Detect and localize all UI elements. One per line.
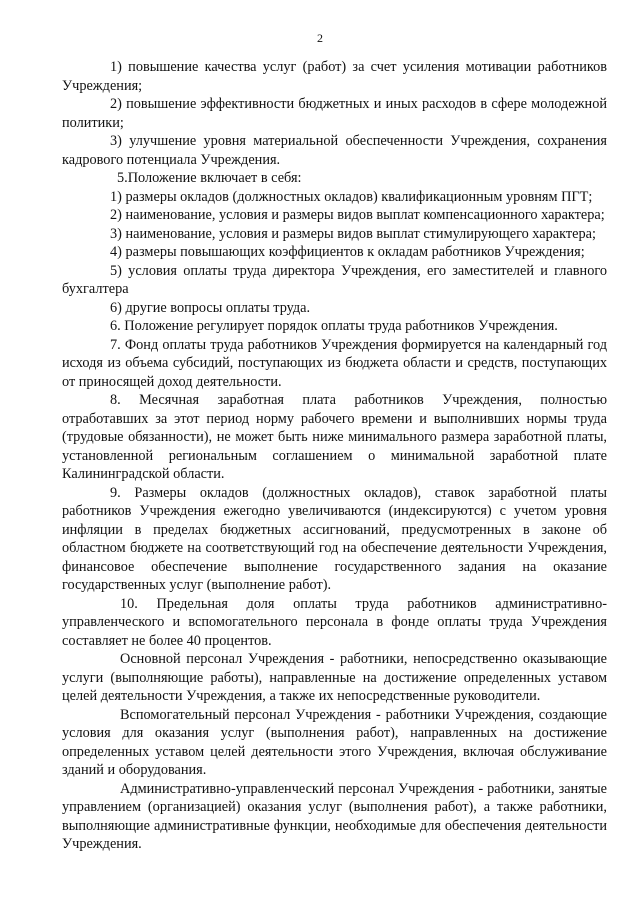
paragraph: 3) наименование, условия и размеры видов выплат стимулирующего характера; — [110, 225, 596, 242]
paragraph: Административно-управленческий персонал Учреждения - работники, занятые управлением (организацией) оказания услуг (выполнения работ), а также работники, выполняющие административные функции, необходимые для обеспечения деятельности Учреждения. — [62, 780, 607, 852]
paragraph: 5.Положение включает в себя: — [117, 170, 302, 186]
paragraph: 5) условия оплаты труда директора Учреждения, его заместителей и главного бухгалтера — [62, 262, 607, 297]
document-body — [62, 58, 607, 854]
paragraph: 8. Месячная заработная плата работников Учреждения, полностью отработавших за этот период норму рабочего времени и выполнивших нормы труда (трудовые обязанности), не может быть ниже минимального размера заработной платы, установленной региональным соглашением о минимальной заработной плате Калининградской области. — [62, 392, 607, 482]
paragraph: 1) повышение качества услуг (работ) за счет усиления мотивации работников Учреждения; — [62, 59, 607, 94]
paragraph: 7. Фонд оплаты труда работников Учреждения формируется на календарный год исходя из объема субсидий, поступающих из бюджета области и средств, поступающих от приносящей доход деятельности. — [62, 336, 607, 390]
paragraph: 3) улучшение уровня материальной обеспеченности Учреждения, сохранения кадрового потенциала Учреждения. — [62, 133, 607, 168]
paragraph: 1) размеры окладов (должностных окладов) квалификационным уровням ПГТ; — [110, 188, 593, 205]
paragraph: 2) наименование, условия и размеры видов выплат компенсационного характера; — [110, 207, 605, 223]
paragraph: 6. Положение регулирует порядок оплаты труда работников Учреждения. — [110, 318, 558, 334]
paragraph: 10. Предельная доля оплаты труда работников административно-управленческого и вспомогательного персонала в фонде оплаты труда Учреждения составляет не более 40 процентов. — [62, 595, 607, 649]
paragraph: 4) размеры повышающих коэффициентов к окладам работников Учреждения; — [110, 244, 585, 260]
paragraph: 2) повышение эффективности бюджетных и иных расходов в сфере молодежной политики; — [62, 96, 607, 131]
paragraph: Вспомогательный персонал Учреждения - работники Учреждения, создающие условия для оказания услуг (выполнения работ), направленных на достижение определенных уставом целей деятельности этого Учреждения, включая обслуживание зданий и оборудования. — [62, 706, 607, 778]
paragraph: Основной персонал Учреждения - работники, непосредственно оказывающие услуги (выполняющие работы), направленные на достижение определенных уставом целей деятельности Учреждения, а также их непосредственные руководители. — [62, 651, 607, 704]
paragraph: 6) другие вопросы оплаты труда. — [110, 299, 311, 316]
page-number: 2 — [317, 31, 323, 45]
paragraph: 9. Размеры окладов (должностных окладов), ставок заработной платы работников Учреждения ежегодно увеличиваются (индексируются) с учетом уровня инфляции в пределах бюджетных ассигнований, предусмотренных в законе об областном бюджете на соответствующий год на обеспечение деятельности Учреждения, финансовое обеспечение выполнение государственного задания на оказание государственных услуг (выполнение работ). — [62, 484, 607, 593]
